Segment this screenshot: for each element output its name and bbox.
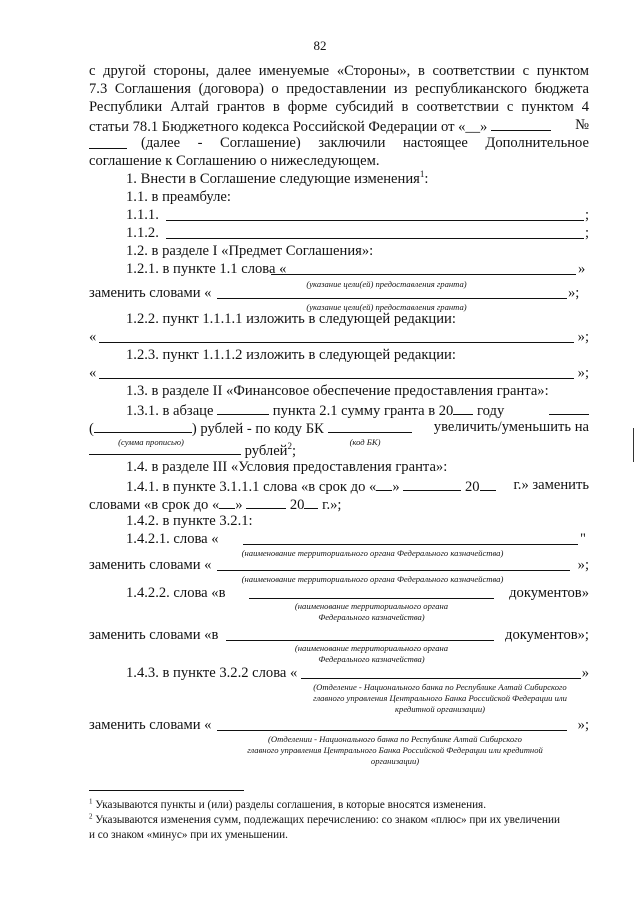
footnote-separator [89,790,244,791]
item-1-4-2-1-text: 1.4.2.1. слова « [126,531,219,547]
replace-1-4-2-2-documents: документов»; [505,627,589,643]
scan-edge-mark [633,428,634,462]
item-1-text: 1. Внести в Соглашение следующие изменения [126,171,420,187]
caption-bank-a-2: главного управления Центрального Банка Российской Федерации или [313,693,567,703]
month-blank-2 [246,494,286,509]
number-sign: № [575,117,589,133]
item-1-4-1-d: г.» заменить [513,477,589,493]
footnote-ref-1: 1 [419,169,425,180]
item-1-2-2: 1.2.2. пункт 1.1.1.1 изложить в следующей редакции: [126,311,456,327]
month-blank-1 [403,476,461,491]
item-1-4-3-close: » [581,665,589,681]
item-1-1-1 [126,206,589,224]
item-1-3-1-c: году [477,403,505,419]
item-1-3-1-line-2 [89,418,589,438]
replace-1-2-1-blank [217,284,567,299]
paragraph-blank [217,400,269,415]
footnote-2-text: Указываются изменения сумм, подлежащих перечислению: со знаком «плюс» при их увеличении [95,814,560,826]
replace-1-4-2-1 [89,556,589,574]
item-1-2: 1.2. в разделе I «Предмет Соглашения»: [126,243,374,259]
replace-1-4-3-blank [217,716,567,731]
item-1-4-2-2-documents: документов» [509,585,589,601]
item-1-1-1-blank [166,206,584,221]
item-1-1-1-label: 1.1.1. [126,207,159,223]
year-blank-2 [304,494,318,509]
item-1-4-2-1-close: " [580,531,586,547]
caption-terr-2: (наименование территориального органа Федерального казначейства) [241,574,504,584]
intro-line-2: 7.3 Соглашения (договора) о предоставлении из республиканского бюджета [89,81,589,97]
footnote-2-mark: 2 [89,812,93,821]
caption-terr-3a: (наименование территориального органа [294,601,449,611]
intro-line-3: Республики Алтай грантов в форме субсидий в соответствии с пунктом 4 [89,99,589,115]
replace-1-4-2-1-blank [217,556,570,571]
replace-1-4-3-text: заменить словами « [89,717,212,733]
item-1-4-1-b: » [392,479,400,495]
caption-sum: (сумма прописью) [118,437,184,447]
item-1-4-2-2 [126,584,589,602]
item-1-4-1 [126,476,589,496]
item-1-4-1-g: 20 [289,497,305,513]
item-1-4-2-1-blank [243,530,578,545]
caption-bank-b-1: (Отделении - Национального банка по Республике Алтай Сибирского [268,734,522,744]
replace-1-4-2-2-blank [226,626,494,641]
item-1-4-1-c: 20 [464,479,480,495]
item-1-4-2: 1.4.2. в пункте 3.2.1: [126,513,253,529]
item-1-1-1-semicolon: ; [584,207,589,223]
caption-kbk: (код БК) [349,437,381,447]
item-1-2-2-close: »; [577,329,589,345]
item-1-4: 1.4. в разделе III «Условия предоставления гранта»: [126,459,448,475]
item-1-4-1-f: » [235,497,243,513]
caption-goal-2: (указание цели(ей) предоставления гранта) [306,302,467,312]
replace-1-4-2-2-text: заменить словами «в [89,627,219,643]
item-1-3-1-open-paren: ( [89,421,94,437]
item-1-1: 1.1. в преамбуле: [126,189,231,205]
item-1-2-2-open: « [89,329,97,345]
kbk-blank [328,418,412,433]
year-tail-blank [549,400,589,415]
item-1-2-3-blank [99,364,574,379]
year-blank [453,400,473,415]
item-1-4-1-a: 1.4.1. в пункте 3.1.1.1 слова «в срок до « [126,479,377,495]
item-1-4-3-text: 1.4.3. в пункте 3.2.2 слова « [126,665,298,681]
caption-bank-b-2: главного управления Центрального Банка Российской Федерации или кредитной [247,745,543,755]
intro-line-5 [89,134,589,154]
item-1-3-1-b: пункта 2.1 сумму гранта в 20 [272,403,454,419]
item-1-4-1-line-2 [89,494,589,514]
item-1-2-1-close: » [578,261,586,277]
caption-bank-a-3: кредитной организации) [395,704,485,714]
item-1-4-3 [126,664,589,682]
item-1-colon: : [424,171,429,187]
item-1-3-1-e: увеличить/уменьшить на [433,419,589,435]
sum-words-blank [94,418,192,433]
item-1-1-2-label: 1.1.2. [126,225,159,241]
item-1-4-3-blank [301,664,581,679]
intro-line-5-text: (далее - Соглашение) заключили настоящее Дополнительное [141,135,589,151]
item-1-2-3-field [89,364,589,382]
number-blank [89,134,127,149]
replace-1-4-3 [89,716,589,734]
item-1-2-1-text: 1.2.1. в пункте 1.1 слова « [126,261,287,277]
item-1-4-2-2-blank [249,584,494,599]
replace-1-2-1 [89,284,589,302]
replace-1-4-3-close: »; [577,717,589,733]
intro-line-4 [89,116,589,136]
intro-line-6: соглашение к Соглашению о нижеследующем. [89,153,380,169]
footnote-1-mark: 1 [89,797,93,806]
item-1-2-1-blank [271,260,576,275]
replace-1-4-2-1-close: »; [577,557,589,573]
item-1-2-3: 1.2.3. пункт 1.1.1.2 изложить в следующей редакции: [126,347,456,363]
item-1-3-1-line-3 [89,440,589,460]
caption-bank-b-3: организации) [370,756,420,766]
footnote-1-text: Указываются пункты и (или) разделы соглашения, в которые вносятся изменения. [95,799,486,811]
page-number: 82 [313,38,327,53]
item-1-4-2-1 [126,530,589,548]
caption-bank-a-1: (Отделение - Национального банка по Республике Алтай Сибирского [313,682,567,692]
replace-1-2-1-text: заменить словами « [89,285,212,301]
amount-blank [89,440,241,455]
caption-terr-4b: Федерального казначейства) [318,654,425,664]
item-1-4-2-2-text: 1.4.2.2. слова «в [126,585,226,601]
footnote-ref-2: 2 [287,441,292,452]
replace-1-4-2-2 [89,626,589,644]
footnote-1 [89,798,589,813]
item-1-1-2 [126,224,589,242]
item-1-2-2-field [89,328,589,346]
caption-terr-4a: (наименование территориального органа [294,643,449,653]
day-blank-1 [376,476,392,491]
caption-terr-3b: Федерального казначейства) [318,612,425,622]
replace-1-4-2-1-text: заменить словами « [89,557,212,573]
item-1-3: 1.3. в разделе II «Финансовое обеспечение предоставления гранта»: [126,383,549,399]
footnote-2 [89,813,589,828]
item-1-1-2-blank [166,224,584,239]
caption-terr-1: (наименование территориального органа Федерального казначейства) [241,548,504,558]
replace-1-2-1-close: »; [568,285,580,301]
item-1-2-1 [126,260,589,278]
item-1-2-2-blank [99,328,574,343]
item-1 [126,170,589,188]
intro-line-4-text: статьи 78.1 Бюджетного кодекса Российской Федерации от «__» [89,119,488,135]
item-1-2-3-close: »; [577,365,589,381]
day-blank-2 [219,494,235,509]
intro-line-1: с другой стороны, далее именуемые «Стороны», в соответствии с пунктом [89,63,589,79]
item-1-4-1-e: словами «в срок до « [89,497,220,513]
year-blank-1 [480,476,496,491]
date-blank [491,116,551,131]
item-1-3-1-rubles: рублей [244,443,288,459]
caption-goal-1: (указание цели(ей) предоставления гранта) [306,279,467,289]
footnote-2-cont: и со знаком «минус» при их уменьшении. [89,829,288,841]
item-1-3-1-a: 1.3.1. в абзаце [126,403,214,419]
item-1-3-1 [126,400,589,420]
item-1-3-1-d: ) рублей - по коду БК [191,421,324,437]
item-1-4-1-h: г.»; [322,497,342,513]
item-1-3-1-end: ; [292,443,297,459]
item-1-1-2-semicolon: ; [584,225,589,241]
item-1-2-3-open: « [89,365,97,381]
